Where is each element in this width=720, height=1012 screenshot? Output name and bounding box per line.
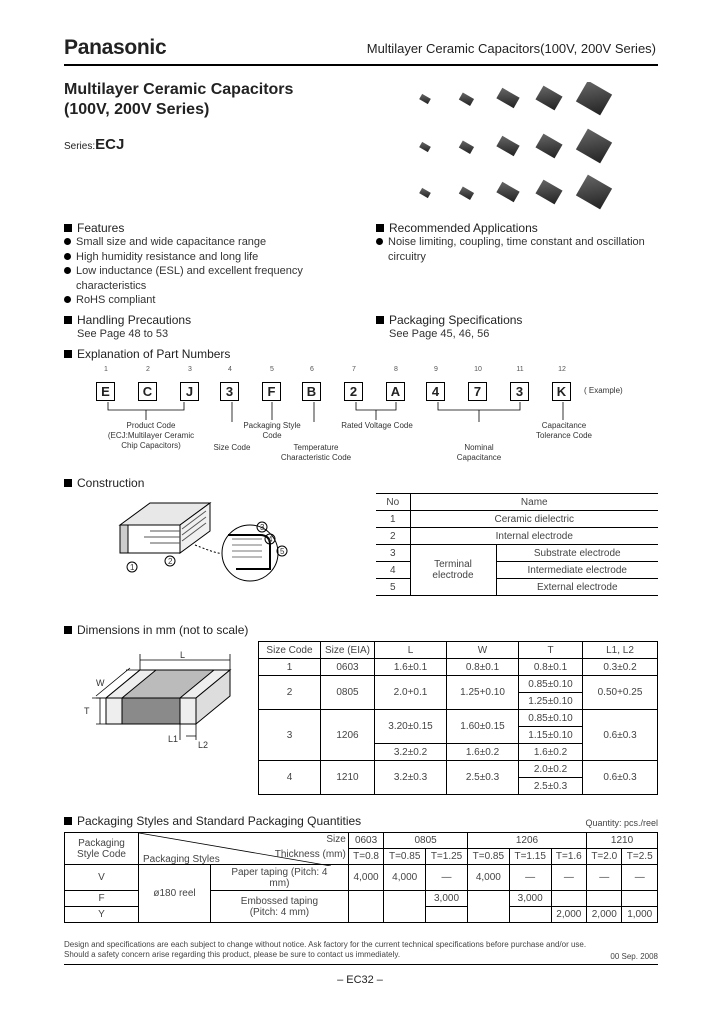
- series-label: [64, 136, 124, 153]
- handling-text: See Page 48 to 53: [77, 328, 169, 340]
- table-header-row: No Name: [376, 494, 658, 511]
- title-line-2: (100V, 200V Series): [64, 101, 210, 118]
- chip-front-face: [120, 525, 180, 553]
- dimensions-heading: Dimensions in mm (not to scale): [64, 623, 248, 637]
- table-row: 4 1210 3.2±0.3 2.5±0.3 2.0±0.2 0.6±0.3: [259, 761, 658, 778]
- dim-label-T: T: [84, 706, 90, 716]
- list-item: Noise limiting, coupling, time constant and oscillation: [376, 235, 666, 250]
- quantity-unit: Quantity: pcs./reel: [585, 818, 658, 828]
- footer-rule: [64, 964, 658, 965]
- example-label: ( Example): [584, 386, 623, 395]
- table-row: 1 Ceramic dielectric: [376, 511, 658, 528]
- bullet-square-icon: [64, 817, 72, 825]
- part-char-box: 2: [344, 382, 363, 401]
- footer-note: Design and specifications are each subject to change without notice. Ask factory for the current technical specifications before purchase and/or use. Should a safety concern arise regarding this product, please be sure to contact us immediately.: [64, 940, 587, 959]
- callout-5: 5: [280, 547, 285, 556]
- callout-2: 2: [168, 557, 173, 566]
- part-position-number: 4: [228, 366, 232, 373]
- thickness-row: T=0.8 T=0.85 T=1.25 T=0.85 T=1.15 T=1.6 T=2.0 T=2.5: [65, 849, 658, 865]
- callout-3: 3: [260, 523, 265, 532]
- part-numbers-heading: Explanation of Part Numbers: [64, 347, 230, 361]
- part-char-box: J: [180, 382, 199, 401]
- table-row: 2.5±0.3: [259, 778, 658, 795]
- table-row: 3 1206 3.20±0.15 1.60±0.15 0.85±0.10 0.6±0.3: [259, 710, 658, 727]
- part-char-box: B: [302, 382, 321, 401]
- detail-cross-section: [228, 535, 270, 569]
- footer-date: 00 Sep. 2008: [610, 952, 658, 961]
- packaging-table: [64, 832, 658, 923]
- page-title: [64, 80, 293, 120]
- terminal-left: [120, 525, 128, 553]
- label-packaging-style-code: Packaging Style Code: [243, 421, 301, 440]
- header-rule: [64, 64, 658, 66]
- part-char-box: C: [138, 382, 157, 401]
- label-cap-tolerance: Capacitance Tolerance Code: [535, 421, 593, 440]
- doc-title: Multilayer Ceramic Capacitors(100V, 200V Series): [366, 41, 656, 56]
- table-row: 1 0603 1.6±0.1 0.8±0.1 0.8±0.1 0.3±0.2: [259, 659, 658, 676]
- brand-logo: Panasonic: [64, 36, 167, 59]
- list-item-cont: circuitry: [388, 250, 426, 263]
- bullet-square-icon: [64, 479, 72, 487]
- table-row: 1.15±0.10: [259, 727, 658, 744]
- bullet-square-icon: [64, 626, 72, 634]
- table-row: 1.25±0.10: [259, 693, 658, 710]
- part-position-number: 9: [434, 366, 438, 373]
- dimension-diagram: [78, 648, 258, 758]
- part-char-box: A: [386, 382, 405, 401]
- reel-label: ø180 reel: [139, 865, 211, 923]
- part-position-number: 8: [394, 366, 398, 373]
- page-number: – EC32 –: [337, 974, 383, 986]
- applications-heading: Recommended Applications: [376, 221, 538, 235]
- bullet-dot-icon: [64, 253, 71, 260]
- series-prefix: Series:: [64, 141, 96, 152]
- table-row: 4 Intermediate electrode: [376, 562, 658, 579]
- paper-taping-label: Paper taping (Pitch: 4 mm): [211, 865, 349, 891]
- bullet-dot-icon: [64, 296, 71, 303]
- part-char-box: F: [262, 382, 281, 401]
- part-position-number: 7: [352, 366, 356, 373]
- chip-row-1: [419, 82, 612, 115]
- bullet-dot-icon: [64, 267, 71, 274]
- part-char-box: 3: [510, 382, 529, 401]
- bullet-dot-icon: [64, 238, 71, 245]
- series-name: ECJ: [95, 136, 125, 153]
- terminal-electrode-label: Terminal electrode: [410, 545, 496, 596]
- label-product-code: Product Code (ECJ:Multilayer Ceramic Chip Capacitors): [107, 421, 195, 450]
- packaging-spec-heading: Packaging Specifications: [376, 313, 522, 327]
- dim-label-L2: L2: [198, 740, 209, 750]
- packaging-spec-text: See Page 45, 46, 56: [389, 328, 490, 340]
- table-row: Y 2,000 2,000 1,000: [65, 907, 658, 923]
- features-heading: Features: [64, 221, 124, 235]
- diagonal-header: Size Thickness (mm) Packaging Styles: [139, 833, 349, 865]
- list-item: Low inductance (ESL) and excellent frequency: [64, 264, 364, 279]
- list-item: High humidity resistance and long life: [64, 250, 364, 265]
- table-row: 2 Internal electrode: [376, 528, 658, 545]
- label-temp-char-code: Temperature Characteristic Code: [280, 443, 352, 462]
- bullet-dot-icon: [376, 238, 383, 245]
- code-header: Packaging Style Code: [65, 833, 139, 865]
- part-position-number: 5: [270, 366, 274, 373]
- list-item: Small size and wide capacitance range: [64, 235, 364, 250]
- construction-diagram: [110, 495, 300, 595]
- table-header-row: Size Code Size (EIA) L W T L1, L2: [259, 642, 658, 659]
- chip-1206: [496, 88, 519, 108]
- table-row: V ø180 reel Paper taping (Pitch: 4 mm) 4,000 4,000 — 4,000 — — — —: [65, 865, 658, 891]
- bullet-square-icon: [64, 316, 72, 324]
- embossed-taping-label: Embossed taping (Pitch: 4 mm): [211, 891, 349, 923]
- dim-label-W: W: [96, 678, 105, 688]
- dim-label-L1: L1: [168, 734, 179, 744]
- list-item: RoHS compliant: [64, 293, 364, 308]
- callout-4: 4: [268, 535, 273, 544]
- table-row: 5 External electrode: [376, 579, 658, 596]
- label-rated-voltage-code: Rated Voltage Code: [341, 421, 413, 430]
- features-list: [64, 235, 364, 308]
- applications-list: [376, 235, 666, 264]
- part-char-box: K: [552, 382, 571, 401]
- part-position-number: 1: [104, 366, 108, 373]
- part-char-box: E: [96, 382, 115, 401]
- table-row: 2 0805 2.0+0.1 1.25+0.10 0.85±0.10 0.50+0.25: [259, 676, 658, 693]
- product-photo: [410, 82, 640, 214]
- part-position-number: 12: [558, 366, 566, 373]
- chip-large: [576, 82, 612, 115]
- chip-0603: [419, 94, 431, 104]
- part-char-box: 4: [426, 382, 445, 401]
- table-row: F Embossed taping (Pitch: 4 mm) 3,000 3,000: [65, 891, 658, 907]
- construction-table: [376, 493, 658, 596]
- part-position-number: 10: [474, 366, 482, 373]
- chip-0805: [459, 93, 474, 106]
- bullet-square-icon: [64, 224, 72, 232]
- callout-1: 1: [130, 563, 135, 572]
- part-position-number: 6: [310, 366, 314, 373]
- bullet-square-icon: [64, 350, 72, 358]
- chip-row-2: [419, 129, 612, 164]
- dimensions-table: [258, 641, 658, 795]
- label-nominal-cap: Nominal Capacitance: [456, 443, 502, 462]
- bullet-square-icon: [376, 316, 384, 324]
- bullet-square-icon: [376, 224, 384, 232]
- part-char-box: 7: [468, 382, 487, 401]
- part-position-number: 3: [188, 366, 192, 373]
- packaging-heading: Packaging Styles and Standard Packaging Quantities: [64, 814, 361, 828]
- part-position-number: 11: [516, 366, 524, 373]
- table-row: 3 Terminal electrode Substrate electrode: [376, 545, 658, 562]
- chip-1210: [535, 86, 562, 111]
- handling-heading: Handling Precautions: [64, 313, 191, 327]
- part-char-box: 3: [220, 382, 239, 401]
- construction-heading: Construction: [64, 476, 144, 490]
- list-item-cont: characteristics: [76, 279, 147, 292]
- title-line-1: Multilayer Ceramic Capacitors: [64, 81, 294, 98]
- table-row: 3.2±0.2 1.6±0.2 1.6±0.2: [259, 744, 658, 761]
- part-number-leaders: [0, 402, 720, 422]
- table-header-row: Packaging Style Code Size Thickness (mm) Packaging Styles 0603 0805 1206 1210: [65, 833, 658, 849]
- part-position-number: 2: [146, 366, 150, 373]
- chip-row-3: [419, 175, 612, 210]
- dim-label-L: L: [180, 650, 186, 660]
- label-size-code: Size Code: [213, 443, 251, 452]
